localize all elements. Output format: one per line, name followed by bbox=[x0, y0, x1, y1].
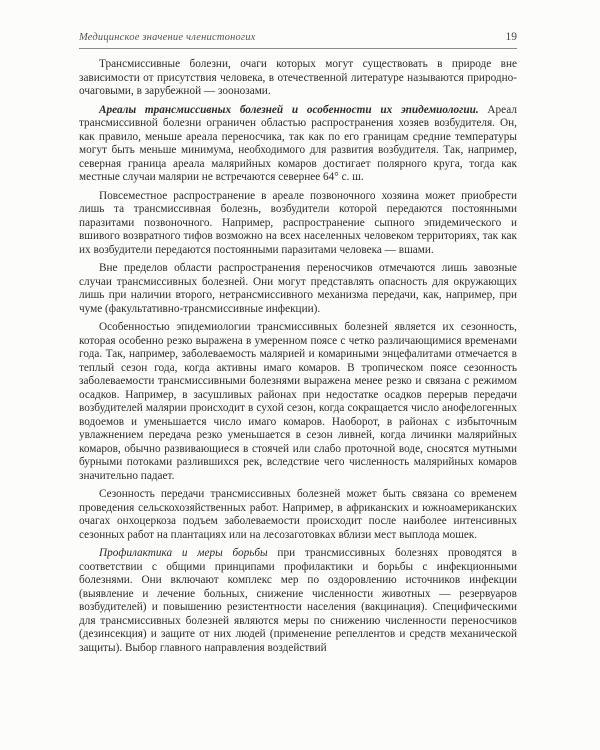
paragraph-2-text: Ареал трансмиссивной болезни ограничен областью распространения хозяев возбудителя. Он, как правило, меньше ареала переносчика, так как по его границам средние температуры могут быть меньше минимума, необходимого для развития возбудителя. Так, например, северная граница ареала малярийных комаров достигает полярного круга, тогда как местные случаи малярии не встречаются севернее 64° с. ш. bbox=[79, 103, 518, 183]
paragraph-5: Особенностью эпидемиологии трансмиссивных болезней является их сезонность, которая особенно резко выражена в умеренном поясе с четко различающимися временами года. Так, например, заболеваемость малярией и комариными энцефалитами отмечается в теплый сезон года, когда активны имаго комаров. В тропическом поясе сезонность заболеваемости трансмиссивными болезнями выражена менее резко и связана с режимом осадков. Например, в засушливых районах при недостатке осадков перерыв передачи возбудителей малярии происходит в сухой сезон, когда сокращается число анофелогенных водоемов и уменьшается число имаго комаров. Наоборот, в районах с избыточным увлажнением передача резко уменьшается в сезон ливней, когда личинки малярийных комаров, обычно развивающиеся в стоячей или слабо проточной воде, сносятся мутными бурными потоками разлившихся рек, вследствие чего численность малярийных комаров значительно падает. bbox=[79, 321, 517, 482]
paragraph-7 bbox=[79, 547, 517, 655]
section-lead-prevention: Профилактика и меры борьбы bbox=[99, 547, 268, 559]
body-text bbox=[79, 58, 517, 660]
paragraph-2 bbox=[79, 104, 517, 185]
paragraph-4: Вне пределов области распространения переносчиков отмечаются лишь завозные случаи трансмиссивных болезней. Они могут представлять опасность для окружающих лишь при наличии второго, нетрансмиссивного механизма передачи, как, например, при чуме (факультативно-трансмиссивные инфекции). bbox=[79, 262, 517, 315]
paragraph-7-text: при трансмиссивных болезнях проводятся в соответствии с общими принципами профилактики и борьбы с инфекционными болезнями. Они включают комплекс мер по оздоровлению источников инфекции (выявление и лечение больных, снижение численности животных — резервуаров возбудителей) и повышению резистентности населения (вакцинация). Специфическими для трансмиссивных болезней являются меры по снижению численности переносчиков (дезинсекция) и защите от них людей (применение репеллентов и средств механической защиты). Выбор главного направления воздействий bbox=[79, 547, 517, 654]
page-number: 19 bbox=[505, 31, 517, 43]
section-heading-areals: Ареалы трансмиссивных болезней и особенности их эпидемиологии. bbox=[99, 103, 479, 116]
paragraph-6: Сезонность передачи трансмиссивных болезней может быть связана со временем проведения сельскохозяйственных работ. Например, в африканских и южноамериканских очагах онхоцеркоза подъем заболеваемости происходит после наиболее интенсивных сезонных работ на плантациях или на лесозаготовках вблизи мест выплода мошек. bbox=[79, 488, 517, 541]
running-header bbox=[79, 32, 517, 49]
running-title: Медицинское значение членистоногих bbox=[79, 32, 256, 43]
paragraph-3: Повсеместное распространение в ареале позвоночного хозяина может приобрести лишь та трансмиссивная болезнь, возбудители которой передаются постоянными паразитами позвоночного. Например, распространение сыпного эпидемического и вшивого возвратного тифов возможно на всех населенных человеком территориях, так как их возбудители передаются постоянными паразитами человека — вшами. bbox=[79, 189, 517, 256]
paragraph-1: Трансмиссивные болезни, очаги которых могут существовать в природе вне зависимости от присутствия человека, в отечественной литературе называются природно-очаговыми, в зарубежной — зоонозами. bbox=[79, 58, 517, 97]
